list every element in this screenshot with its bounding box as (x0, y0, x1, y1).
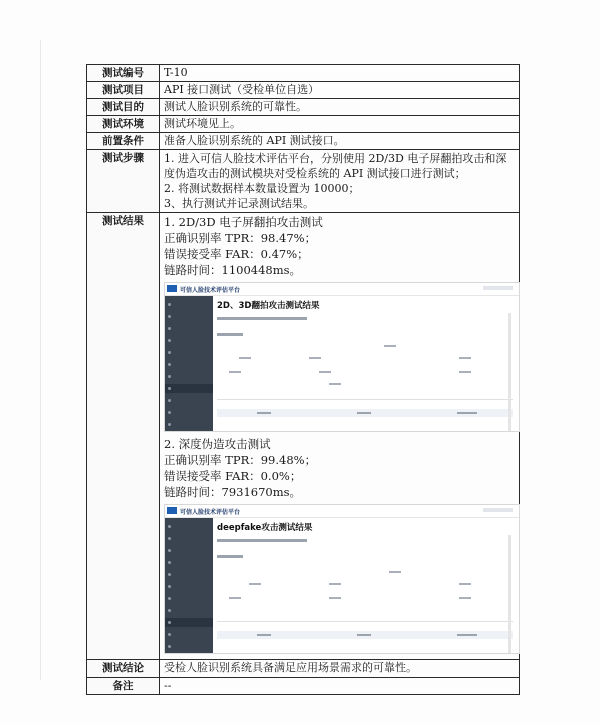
result2-far: 错误接受率 FAR：0.0%； (164, 469, 302, 483)
label-precondition: 前置条件 (87, 133, 160, 150)
screenshot-subtitle-placeholder (217, 317, 307, 320)
row-precondition (87, 133, 520, 150)
side-nav-item (165, 420, 213, 429)
result2-heading: 2. 深度伪造攻击测试 (164, 437, 271, 451)
label-test-item: 测试项目 (87, 82, 160, 99)
platform-logo-icon (167, 285, 177, 292)
value-precondition: 准备人脸识别系统的 API 测试接口。 (160, 133, 520, 150)
result1-latency: 链路时间：1100448ms。 (164, 263, 302, 277)
side-nav-item (165, 348, 213, 357)
value-conclusion: 受检人脸识别系统具备满足应用场景需求的可靠性。 (160, 660, 520, 678)
label-test-env: 测试环境 (87, 116, 160, 133)
row-test-results (87, 213, 520, 660)
side-nav-item (165, 630, 213, 639)
screenshot-scrollbar (508, 535, 511, 654)
step-3: 3、执行测试并记录测试结果。 (164, 197, 314, 210)
value-remark: -- (160, 678, 520, 695)
screenshot-topbar (165, 283, 519, 296)
side-nav-item (165, 360, 213, 369)
value-test-steps (160, 150, 520, 213)
side-nav-item (165, 642, 213, 651)
side-nav-item (165, 522, 213, 531)
side-nav-item (165, 324, 213, 333)
side-nav-item (165, 534, 213, 543)
label-conclusion: 测试结论 (87, 660, 160, 678)
result2-latency: 链路时间：7931670ms。 (164, 485, 302, 499)
label-test-purpose: 测试目的 (87, 99, 160, 116)
screenshot-scrollbar (508, 313, 511, 432)
screenshot-deepfake-results (164, 504, 520, 654)
screenshot-app-name: 可信人脸技术评估平台 (180, 509, 241, 516)
screenshot-section-placeholder (217, 555, 243, 558)
screenshot-result-grid (229, 567, 479, 619)
screenshot-title: deepfake攻击测试结果 (217, 523, 313, 533)
screenshot-app-name: 可信人脸技术评估平台 (180, 287, 241, 294)
result1-heading: 1. 2D/3D 电子屏翻拍攻击测试 (164, 215, 323, 229)
label-remark: 备注 (87, 678, 160, 695)
screenshot-sidebar (165, 296, 213, 431)
side-nav-item (165, 396, 213, 405)
side-nav-item (165, 408, 213, 417)
value-test-purpose: 测试人脸识别系统的可靠性。 (160, 99, 520, 116)
side-nav-item (165, 558, 213, 567)
screenshot-topbar (165, 505, 519, 518)
screenshot-result-grid (229, 345, 479, 397)
user-menu-placeholder (483, 286, 513, 290)
row-test-purpose (87, 99, 520, 116)
step-2: 2. 将测试数据样本数量设置为 10000； (164, 182, 360, 195)
screenshot-section-placeholder (217, 333, 243, 336)
user-menu-placeholder (483, 508, 513, 512)
screenshot-sidebar (165, 518, 213, 653)
row-test-env (87, 116, 520, 133)
side-nav-item (165, 312, 213, 321)
row-remark (87, 678, 520, 695)
side-nav-item (165, 546, 213, 555)
platform-logo-icon (167, 507, 177, 514)
screenshot-summary-bar (217, 631, 513, 639)
row-test-steps (87, 150, 520, 213)
row-test-item (87, 82, 520, 99)
value-test-results (160, 213, 520, 660)
value-test-id: T-10 (160, 65, 520, 82)
side-nav-item (165, 300, 213, 309)
side-nav-item (165, 594, 213, 603)
side-nav-item (165, 336, 213, 345)
result1-far: 错误接受率 FAR：0.47%； (164, 247, 309, 261)
screenshot-main (217, 297, 513, 427)
screenshot-summary-bar (217, 409, 513, 417)
side-nav-item (165, 582, 213, 591)
label-test-results: 测试结果 (87, 213, 160, 660)
value-test-env: 测试环境见上。 (160, 116, 520, 133)
screenshot-title: 2D、3D翻拍攻击测试结果 (217, 301, 320, 311)
side-nav-item (165, 606, 213, 615)
result2-tpr: 正确识别率 TPR：99.48%； (164, 453, 317, 467)
screenshot-subtitle-placeholder (217, 539, 307, 542)
screenshot-main (217, 519, 513, 649)
scan-edge (40, 40, 41, 680)
row-conclusion (87, 660, 520, 678)
screenshot-2d3d-results (164, 282, 520, 432)
step-1: 1. 进入可信人脸技术评估平台，分别使用 2D/3D 电子屏翻拍攻击和深度伪造攻击的测试模块对受检系统的 API 测试接口进行测试； (164, 152, 507, 180)
side-nav-item (165, 372, 213, 381)
label-test-steps: 测试步骤 (87, 150, 160, 213)
screenshot-divider (217, 621, 513, 622)
test-report-table (86, 64, 520, 695)
screenshot-divider (217, 399, 513, 400)
side-nav-item-active (165, 384, 213, 393)
row-test-id (87, 65, 520, 82)
label-test-id: 测试编号 (87, 65, 160, 82)
side-nav-item-active (165, 618, 213, 627)
result1-tpr: 正确识别率 TPR：98.47%； (164, 231, 317, 245)
value-test-item: API 接口测试（受检单位自选） (160, 82, 520, 99)
side-nav-item (165, 570, 213, 579)
